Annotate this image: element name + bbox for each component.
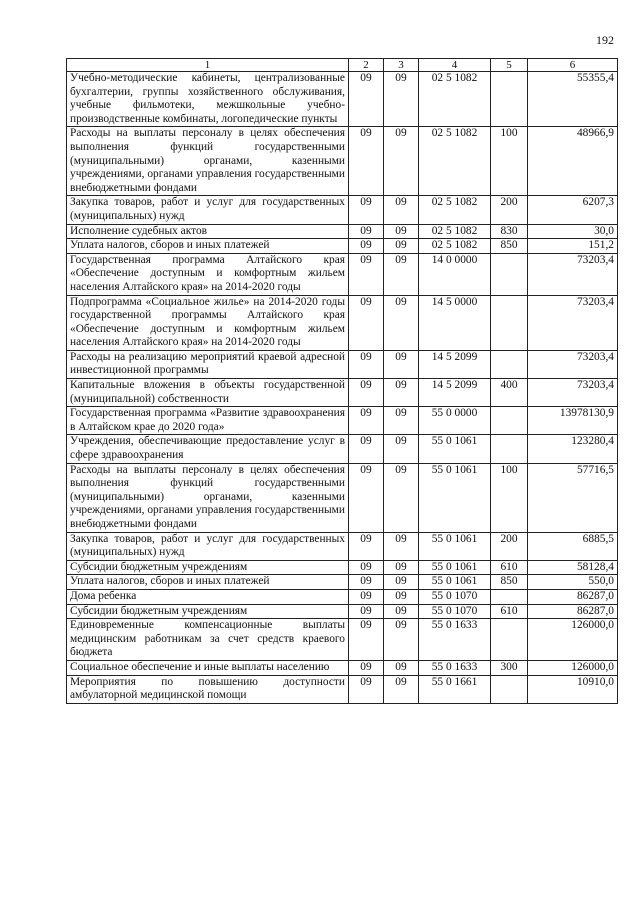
row-subsection: 09 bbox=[384, 407, 419, 435]
row-expense-type: 830 bbox=[491, 224, 528, 239]
row-name: Учебно-методические кабинеты, централизованные бухгалтерии, группы хозяйственного обслуживания, учебные фильмотеки, межшкольные учебно-производственные комбинаты, логопедические пункты bbox=[67, 72, 349, 127]
row-expense-type: 610 bbox=[491, 604, 528, 619]
row-amount: 550,0 bbox=[528, 575, 618, 590]
row-name: Уплата налогов, сборов и иных платежей bbox=[67, 575, 349, 590]
table-row bbox=[67, 675, 618, 703]
row-name: Расходы на выплаты персоналу в целях обеспечения выполнения функций государственными (муниципальными) органами, казенными учреждениями, органами управления государственными внебюджетными фондами bbox=[67, 127, 349, 196]
row-expense-type bbox=[491, 253, 528, 295]
header-col-1: 1 bbox=[67, 59, 349, 72]
row-subsection: 09 bbox=[384, 72, 419, 127]
row-expense-type bbox=[491, 589, 528, 604]
row-amount: 6885,5 bbox=[528, 532, 618, 560]
row-name: Субсидии бюджетным учреждениям bbox=[67, 560, 349, 575]
row-subsection: 09 bbox=[384, 295, 419, 350]
row-target-code: 55 0 1070 bbox=[419, 589, 491, 604]
row-subsection: 09 bbox=[384, 589, 419, 604]
table-row bbox=[67, 407, 618, 435]
row-section: 09 bbox=[349, 127, 384, 196]
row-subsection: 09 bbox=[384, 224, 419, 239]
row-subsection: 09 bbox=[384, 127, 419, 196]
row-subsection: 09 bbox=[384, 619, 419, 661]
row-amount: 6207,3 bbox=[528, 196, 618, 224]
table-row bbox=[67, 575, 618, 590]
row-name: Учреждения, обеспечивающие предоставление услуг в сфере здравоохранения bbox=[67, 435, 349, 463]
row-subsection: 09 bbox=[384, 660, 419, 675]
row-target-code: 55 0 1061 bbox=[419, 435, 491, 463]
row-amount: 13978130,9 bbox=[528, 407, 618, 435]
row-amount: 73203,4 bbox=[528, 253, 618, 295]
row-amount: 57716,5 bbox=[528, 463, 618, 532]
table-row bbox=[67, 196, 618, 224]
row-section: 09 bbox=[349, 575, 384, 590]
row-name: Социальное обеспечение и иные выплаты населению bbox=[67, 660, 349, 675]
header-col-6: 6 bbox=[528, 59, 618, 72]
row-target-code: 02 5 1082 bbox=[419, 224, 491, 239]
row-amount: 30,0 bbox=[528, 224, 618, 239]
row-expense-type bbox=[491, 295, 528, 350]
row-target-code: 02 5 1082 bbox=[419, 127, 491, 196]
table-row bbox=[67, 127, 618, 196]
row-section: 09 bbox=[349, 560, 384, 575]
row-expense-type bbox=[491, 435, 528, 463]
row-target-code: 02 5 1082 bbox=[419, 72, 491, 127]
row-name: Закупка товаров, работ и услуг для государственных (муниципальных) нужд bbox=[67, 532, 349, 560]
row-expense-type: 400 bbox=[491, 379, 528, 407]
row-section: 09 bbox=[349, 196, 384, 224]
row-amount: 126000,0 bbox=[528, 619, 618, 661]
row-target-code: 55 0 0000 bbox=[419, 407, 491, 435]
row-target-code: 55 0 1661 bbox=[419, 675, 491, 703]
row-name: Уплата налогов, сборов и иных платежей bbox=[67, 239, 349, 254]
row-section: 09 bbox=[349, 532, 384, 560]
row-expense-type: 610 bbox=[491, 560, 528, 575]
row-amount: 126000,0 bbox=[528, 660, 618, 675]
row-name: Государственная программа «Развитие здравоохранения в Алтайском крае до 2020 года» bbox=[67, 407, 349, 435]
row-target-code: 14 5 2099 bbox=[419, 379, 491, 407]
row-section: 09 bbox=[349, 72, 384, 127]
row-subsection: 09 bbox=[384, 532, 419, 560]
row-subsection: 09 bbox=[384, 560, 419, 575]
table-row bbox=[67, 532, 618, 560]
row-amount: 58128,4 bbox=[528, 560, 618, 575]
row-subsection: 09 bbox=[384, 675, 419, 703]
row-section: 09 bbox=[349, 589, 384, 604]
table-row bbox=[67, 253, 618, 295]
row-expense-type: 100 bbox=[491, 127, 528, 196]
row-subsection: 09 bbox=[384, 604, 419, 619]
row-subsection: 09 bbox=[384, 435, 419, 463]
row-expense-type: 100 bbox=[491, 463, 528, 532]
row-subsection: 09 bbox=[384, 350, 419, 378]
row-target-code: 55 0 1061 bbox=[419, 575, 491, 590]
row-expense-type: 850 bbox=[491, 575, 528, 590]
row-subsection: 09 bbox=[384, 239, 419, 254]
row-expense-type bbox=[491, 675, 528, 703]
row-name: Расходы на выплаты персоналу в целях обеспечения выполнения функций государственными (муниципальными) органами, казенными учреждениями, органами управления государственными внебюджетными фондами bbox=[67, 463, 349, 532]
row-name: Дома ребенка bbox=[67, 589, 349, 604]
table-row bbox=[67, 660, 618, 675]
row-target-code: 02 5 1082 bbox=[419, 196, 491, 224]
row-amount: 123280,4 bbox=[528, 435, 618, 463]
table-row bbox=[67, 560, 618, 575]
table-row bbox=[67, 604, 618, 619]
row-amount: 48966,9 bbox=[528, 127, 618, 196]
row-expense-type bbox=[491, 619, 528, 661]
row-section: 09 bbox=[349, 407, 384, 435]
header-col-3: 3 bbox=[384, 59, 419, 72]
row-amount: 73203,4 bbox=[528, 350, 618, 378]
header-col-2: 2 bbox=[349, 59, 384, 72]
row-section: 09 bbox=[349, 224, 384, 239]
table-body bbox=[67, 72, 618, 704]
row-target-code: 55 0 1070 bbox=[419, 604, 491, 619]
row-section: 09 bbox=[349, 253, 384, 295]
row-expense-type: 300 bbox=[491, 660, 528, 675]
row-amount: 73203,4 bbox=[528, 295, 618, 350]
row-name: Мероприятия по повышению доступности амбулаторной медицинской помощи bbox=[67, 675, 349, 703]
row-section: 09 bbox=[349, 463, 384, 532]
table-row bbox=[67, 72, 618, 127]
table-row bbox=[67, 619, 618, 661]
row-amount: 55355,4 bbox=[528, 72, 618, 127]
row-target-code: 14 0 0000 bbox=[419, 253, 491, 295]
row-section: 09 bbox=[349, 295, 384, 350]
row-subsection: 09 bbox=[384, 196, 419, 224]
row-name: Капитальные вложения в объекты государственной (муниципальной) собственности bbox=[67, 379, 349, 407]
row-name: Единовременные компенсационные выплаты медицинским работникам за счет средств краевого бюджета bbox=[67, 619, 349, 661]
row-amount: 86287,0 bbox=[528, 589, 618, 604]
table-row bbox=[67, 379, 618, 407]
row-section: 09 bbox=[349, 350, 384, 378]
table-row bbox=[67, 224, 618, 239]
row-name: Государственная программа Алтайского края «Обеспечение доступным и комфортным жильем населения Алтайского края» на 2014-2020 годы bbox=[67, 253, 349, 295]
row-section: 09 bbox=[349, 660, 384, 675]
header-col-5: 5 bbox=[491, 59, 528, 72]
row-expense-type: 850 bbox=[491, 239, 528, 254]
row-expense-type: 200 bbox=[491, 196, 528, 224]
row-name: Расходы на реализацию мероприятий краевой адресной инвестиционной программы bbox=[67, 350, 349, 378]
row-section: 09 bbox=[349, 379, 384, 407]
row-target-code: 14 5 0000 bbox=[419, 295, 491, 350]
row-target-code: 55 0 1061 bbox=[419, 532, 491, 560]
row-expense-type bbox=[491, 350, 528, 378]
table-row bbox=[67, 350, 618, 378]
budget-table bbox=[66, 58, 618, 704]
row-target-code: 14 5 2099 bbox=[419, 350, 491, 378]
table-row bbox=[67, 435, 618, 463]
table-row bbox=[67, 239, 618, 254]
row-target-code: 02 5 1082 bbox=[419, 239, 491, 254]
row-name: Исполнение судебных актов bbox=[67, 224, 349, 239]
row-name: Субсидии бюджетным учреждениям bbox=[67, 604, 349, 619]
row-amount: 86287,0 bbox=[528, 604, 618, 619]
row-target-code: 55 0 1633 bbox=[419, 619, 491, 661]
row-section: 09 bbox=[349, 675, 384, 703]
row-subsection: 09 bbox=[384, 463, 419, 532]
row-section: 09 bbox=[349, 239, 384, 254]
table-row bbox=[67, 463, 618, 532]
row-target-code: 55 0 1061 bbox=[419, 560, 491, 575]
row-target-code: 55 0 1633 bbox=[419, 660, 491, 675]
table-row bbox=[67, 589, 618, 604]
row-section: 09 bbox=[349, 619, 384, 661]
row-name: Закупка товаров, работ и услуг для государственных (муниципальных) нужд bbox=[67, 196, 349, 224]
row-amount: 151,2 bbox=[528, 239, 618, 254]
row-subsection: 09 bbox=[384, 379, 419, 407]
page-number: 192 bbox=[596, 33, 614, 47]
row-expense-type bbox=[491, 72, 528, 127]
row-section: 09 bbox=[349, 435, 384, 463]
row-expense-type: 200 bbox=[491, 532, 528, 560]
table-header-row bbox=[67, 59, 618, 72]
row-name: Подпрограмма «Социальное жилье» на 2014-2020 годы государственной программы Алтайского края «Обеспечение доступным и комфортным жильем населения Алтайского края» на 2014-2020 годы bbox=[67, 295, 349, 350]
header-col-4: 4 bbox=[419, 59, 491, 72]
row-amount: 73203,4 bbox=[528, 379, 618, 407]
row-section: 09 bbox=[349, 604, 384, 619]
table-row bbox=[67, 295, 618, 350]
row-amount: 10910,0 bbox=[528, 675, 618, 703]
row-subsection: 09 bbox=[384, 253, 419, 295]
row-target-code: 55 0 1061 bbox=[419, 463, 491, 532]
row-subsection: 09 bbox=[384, 575, 419, 590]
row-expense-type bbox=[491, 407, 528, 435]
